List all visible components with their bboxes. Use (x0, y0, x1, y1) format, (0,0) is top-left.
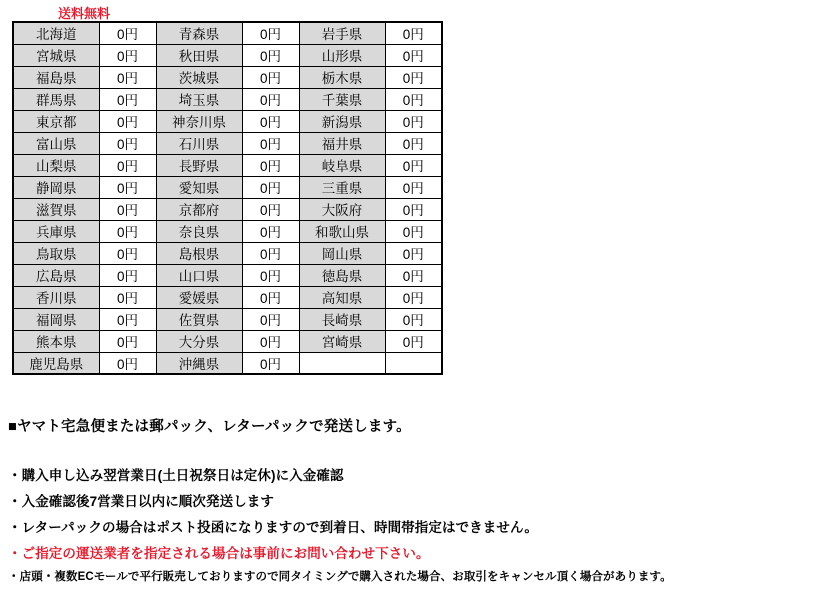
fee-cell: 0円 (99, 66, 156, 88)
prefecture-cell: 大阪府 (299, 198, 385, 220)
fee-cell: 0円 (385, 220, 442, 242)
prefecture-cell: 島根県 (156, 242, 242, 264)
prefecture-cell: 広島県 (13, 264, 99, 286)
prefecture-cell: 秋田県 (156, 44, 242, 66)
table-body (13, 22, 442, 374)
prefecture-cell: 山口県 (156, 264, 242, 286)
prefecture-cell: 岩手県 (299, 22, 385, 44)
fee-cell: 0円 (99, 132, 156, 154)
fee-cell: 0円 (242, 330, 299, 352)
note-line: ・入金確認後7営業日以内に順次発送します (8, 494, 275, 509)
fee-cell: 0円 (242, 66, 299, 88)
fee-cell: 0円 (385, 88, 442, 110)
shipping-method-heading: ■ヤマト宅急便または郵パック、レターパックで発送します。 (8, 419, 411, 435)
note-line-fineprint: ・店頭・複数ECモールで平行販売しておりますので同タイミングで購入された場合、お取引をキャンセル頂く場合があります。 (8, 571, 672, 583)
prefecture-cell: 長崎県 (299, 308, 385, 330)
table-row (13, 330, 442, 352)
prefecture-cell: 福島県 (13, 66, 99, 88)
fee-cell: 0円 (242, 220, 299, 242)
table-row (13, 88, 442, 110)
fee-cell: 0円 (385, 66, 442, 88)
fee-cell: 0円 (385, 132, 442, 154)
fee-cell: 0円 (99, 264, 156, 286)
fee-cell: 0円 (242, 352, 299, 374)
fee-cell: 0円 (242, 242, 299, 264)
empty-cell (299, 352, 385, 374)
table-row (13, 352, 442, 374)
fee-cell: 0円 (242, 44, 299, 66)
prefecture-cell: 大分県 (156, 330, 242, 352)
prefecture-cell: 徳島県 (299, 264, 385, 286)
fee-cell: 0円 (99, 176, 156, 198)
fee-cell: 0円 (99, 220, 156, 242)
prefecture-cell: 神奈川県 (156, 110, 242, 132)
prefecture-cell: 滋賀県 (13, 198, 99, 220)
fee-cell: 0円 (385, 110, 442, 132)
prefecture-cell: 福井県 (299, 132, 385, 154)
prefecture-cell: 北海道 (13, 22, 99, 44)
prefecture-cell: 山梨県 (13, 154, 99, 176)
fee-cell: 0円 (385, 198, 442, 220)
prefecture-cell: 兵庫県 (13, 220, 99, 242)
fee-cell: 0円 (99, 198, 156, 220)
empty-cell (385, 352, 442, 374)
table-row (13, 286, 442, 308)
table-row (13, 264, 442, 286)
fee-cell: 0円 (385, 176, 442, 198)
fee-cell: 0円 (242, 110, 299, 132)
table-row (13, 198, 442, 220)
prefecture-cell: 富山県 (13, 132, 99, 154)
notes-bullet-list (8, 464, 814, 584)
prefecture-cell: 鹿児島県 (13, 352, 99, 374)
prefecture-cell: 茨城県 (156, 66, 242, 88)
fee-cell: 0円 (242, 264, 299, 286)
prefecture-cell: 奈良県 (156, 220, 242, 242)
fee-cell: 0円 (242, 176, 299, 198)
fee-cell: 0円 (242, 154, 299, 176)
fee-cell: 0円 (385, 154, 442, 176)
prefecture-cell: 静岡県 (13, 176, 99, 198)
fee-cell: 0円 (99, 22, 156, 44)
prefecture-cell: 佐賀県 (156, 308, 242, 330)
fee-cell: 0円 (99, 44, 156, 66)
table-row (13, 110, 442, 132)
prefecture-cell: 京都府 (156, 198, 242, 220)
table-row (13, 308, 442, 330)
prefecture-cell: 東京都 (13, 110, 99, 132)
prefecture-cell: 福岡県 (13, 308, 99, 330)
fee-cell: 0円 (99, 308, 156, 330)
prefecture-cell: 鳥取県 (13, 242, 99, 264)
prefecture-cell: 沖縄県 (156, 352, 242, 374)
prefecture-cell: 和歌山県 (299, 220, 385, 242)
prefecture-cell: 山形県 (299, 44, 385, 66)
fee-cell: 0円 (99, 286, 156, 308)
table-row (13, 44, 442, 66)
table-row (13, 22, 442, 44)
prefecture-cell: 宮城県 (13, 44, 99, 66)
note-line: ・レターパックの場合はポスト投函になりますので到着日、時間帯指定はできません。 (8, 520, 538, 535)
fee-cell: 0円 (385, 22, 442, 44)
fee-cell: 0円 (242, 132, 299, 154)
shipping-fee-table (12, 21, 443, 375)
fee-cell: 0円 (99, 330, 156, 352)
free-shipping-label: 送料無料 (58, 6, 111, 21)
prefecture-cell: 高知県 (299, 286, 385, 308)
prefecture-cell: 青森県 (156, 22, 242, 44)
fee-cell: 0円 (385, 330, 442, 352)
prefecture-cell: 愛知県 (156, 176, 242, 198)
shipping-notes (8, 415, 814, 590)
prefecture-cell: 埼玉県 (156, 88, 242, 110)
table-row (13, 132, 442, 154)
table-row (13, 154, 442, 176)
fee-cell: 0円 (385, 264, 442, 286)
prefecture-cell: 岐阜県 (299, 154, 385, 176)
prefecture-cell: 石川県 (156, 132, 242, 154)
table-row (13, 220, 442, 242)
fee-cell: 0円 (99, 88, 156, 110)
fee-cell: 0円 (242, 198, 299, 220)
prefecture-cell: 熊本県 (13, 330, 99, 352)
table-row (13, 242, 442, 264)
table-row (13, 66, 442, 88)
fee-cell: 0円 (385, 308, 442, 330)
prefecture-cell: 千葉県 (299, 88, 385, 110)
prefecture-cell: 香川県 (13, 286, 99, 308)
fee-cell: 0円 (242, 286, 299, 308)
fee-cell: 0円 (385, 242, 442, 264)
shipping-fee-table-wrapper (12, 21, 443, 375)
prefecture-cell: 三重県 (299, 176, 385, 198)
fee-cell: 0円 (99, 352, 156, 374)
prefecture-cell: 宮崎県 (299, 330, 385, 352)
fee-cell: 0円 (99, 154, 156, 176)
fee-cell: 0円 (242, 308, 299, 330)
fee-cell: 0円 (385, 44, 442, 66)
prefecture-cell: 愛媛県 (156, 286, 242, 308)
fee-cell: 0円 (242, 22, 299, 44)
prefecture-cell: 岡山県 (299, 242, 385, 264)
prefecture-cell: 長野県 (156, 154, 242, 176)
note-line-highlighted: ・ご指定の運送業者を指定される場合は事前にお問い合わせ下さい。 (8, 546, 430, 561)
note-line: ・購入申し込み翌営業日(土日祝祭日は定休)に入金確認 (8, 468, 344, 483)
fee-cell: 0円 (99, 110, 156, 132)
table-row (13, 176, 442, 198)
prefecture-cell: 群馬県 (13, 88, 99, 110)
prefecture-cell: 栃木県 (299, 66, 385, 88)
fee-cell: 0円 (99, 242, 156, 264)
fee-cell: 0円 (385, 286, 442, 308)
prefecture-cell: 新潟県 (299, 110, 385, 132)
fee-cell: 0円 (242, 88, 299, 110)
